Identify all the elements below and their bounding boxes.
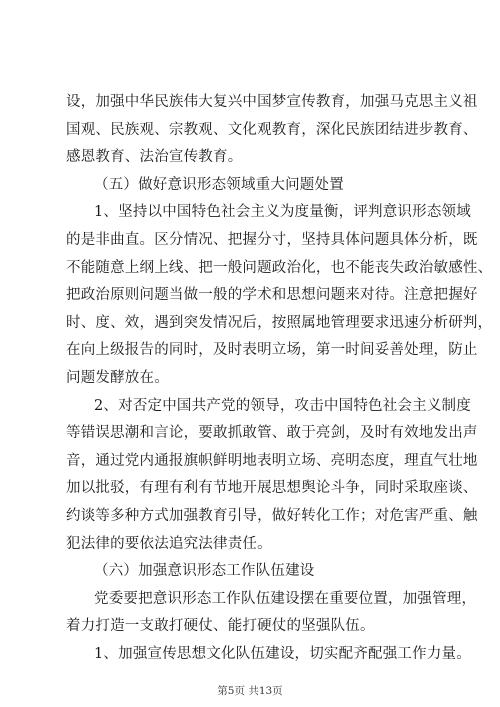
- body-line: 问题发酵放在。: [66, 370, 169, 386]
- body-line: 把政治原则问题当做一般的学术和思想问题来对待。注意把握好: [66, 287, 478, 304]
- body-line: 不能随意上纲上线、把一般问题政治化，也不能丧失政治敏感性、: [66, 259, 493, 276]
- body-line: 国观、民族观、宗教观、文化观教育，深化民族团结进步教育、: [66, 121, 478, 138]
- body-line: 2、对否定中国共产党的领导，攻击中国特色社会主义制度: [94, 397, 471, 414]
- body-line: 音，通过党内通报旗帜鲜明地表明立场、亮明态度，理直气壮地: [66, 452, 478, 469]
- body-line: 犯法律的要依法追究法律责任。: [66, 535, 272, 552]
- body-line: 党委要把意识形态工作队伍建设摆在重要位置，加强管理，: [94, 590, 477, 607]
- body-line: 着力打造一支敢打硬仗、能打硬仗的坚强队伍。: [66, 618, 375, 635]
- body-line: 约谈等多种方式加强教育引导，做好转化工作；对危害严重、触: [66, 508, 478, 524]
- body-line: 的是非曲直。区分情况、把握分寸，坚持具体问题具体分析，既: [66, 232, 478, 248]
- body-line: 等错误思潮和言论，要敢抓敢管、敢于亮剑，及时有效地发出声: [66, 425, 478, 442]
- body-line: 1、加强宣传思想文化队伍建设，切实配齐配强工作力量。: [94, 646, 471, 662]
- body-line: 感恩教育、法治宣传教育。: [66, 149, 243, 166]
- body-line: 加以批驳，有理有利有节地开展思想舆论斗争，同时采取座谈、: [66, 480, 478, 497]
- body-line: 时、度、效，遇到突发情况后，按照属地管理要求迅速分析研判，: [66, 314, 493, 331]
- section-heading: （六）加强意识形态工作队伍建设: [94, 563, 315, 580]
- body-line: 1、坚持以中国特色社会主义为度量衡，评判意识形态领域: [94, 204, 471, 221]
- body-line: 设，加强中华民族伟大复兴中国梦宣传教育，加强马克思主义祖: [66, 94, 478, 110]
- page-number: 第5页 共13页: [217, 685, 283, 697]
- body-line: 在向上级报告的同时，及时表明立场，第一时间妥善处理，防止: [66, 342, 478, 359]
- section-heading: （五）做好意识形态领域重大问题处置: [94, 176, 344, 193]
